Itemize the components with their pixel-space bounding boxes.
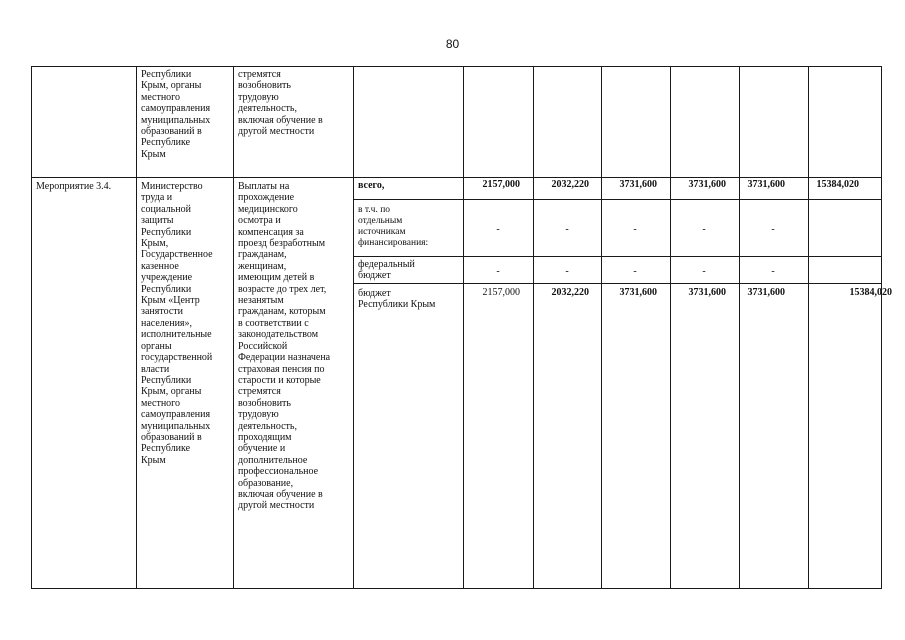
table-border-right [881, 66, 882, 589]
column-divider [463, 66, 464, 589]
regional-value-cell: 3731,600 [747, 287, 785, 298]
funding-source-federal: федеральный бюджет [358, 259, 415, 282]
measure-executor-cell: Министерство труда и социальной защиты Республики Крым, Государственное казенное учреждение Республики Крым «Центр занятости населения», исполнительные органы государственной власти Республики Крым, органы местного самоуправления муниципальных образований в Республике Крым [141, 181, 213, 466]
regional-value-cell: 3731,600 [688, 287, 726, 298]
total-value-cell: 3731,600 [688, 179, 726, 190]
measure-name-cell: Мероприятие 3.4. [36, 181, 112, 192]
total-value-cell: 2157,000 [482, 179, 520, 190]
total-value-cell: 2032,220 [551, 179, 589, 190]
breakdown-dash-cell: - [496, 224, 500, 235]
table-border-bottom [31, 588, 882, 589]
column-divider [353, 66, 354, 589]
federal-dash-cell: - [496, 266, 500, 277]
federal-dash-cell: - [702, 266, 706, 277]
column-divider [670, 66, 671, 589]
continuation-executor-cell: Республики Крым, органы местного самоуправления муниципальных образований в Республике Крым [141, 69, 211, 160]
row-divider [353, 283, 882, 284]
row-divider [353, 199, 882, 200]
regional-value-cell: 15384,020 [849, 287, 892, 298]
federal-dash-cell: - [565, 266, 569, 277]
column-divider [808, 66, 809, 589]
column-divider [233, 66, 234, 589]
column-divider [739, 66, 740, 589]
funding-source-breakdown: в т.ч. по отдельным источникам финансирования: [358, 205, 429, 248]
column-divider [136, 66, 137, 589]
column-divider [601, 66, 602, 589]
regional-value-cell: 2032,220 [551, 287, 589, 298]
breakdown-dash-cell: - [565, 224, 569, 235]
total-value-cell: 3731,600 [619, 179, 657, 190]
total-value-cell: 3731,600 [747, 179, 785, 190]
measure-description-cell: Выплаты на прохождение медицинского осмотра и компенсация за проезд безработным гражданам, женщинам, имеющим детей в возрасте до трех лет, незанятым гражданам, которым в соответствии с законодательством Российской Федерации назначена страховая пенсия по старости и которые стремятся возобновить трудовую деятельность, проходящим обучение и дополнительное профессиональное образование, включая обучение в другой местности [238, 181, 331, 512]
page-number: 80 [445, 37, 460, 51]
federal-dash-cell: - [771, 266, 775, 277]
breakdown-dash-cell: - [771, 224, 775, 235]
row-divider [353, 256, 882, 257]
continuation-description-cell: стремятся возобновить трудовую деятельность, включая обучение в другой местности [238, 69, 323, 138]
regional-value-cell: 2157,000 [482, 287, 520, 298]
total-value-cell: 15384,020 [816, 179, 859, 190]
regional-value-cell: 3731,600 [619, 287, 657, 298]
row-divider [31, 177, 882, 178]
breakdown-dash-cell: - [702, 224, 706, 235]
funding-source-regional: бюджет Республики Крым [358, 288, 436, 311]
table-border-left [31, 66, 32, 589]
column-divider [533, 66, 534, 589]
funding-source-total: всего, [358, 180, 385, 191]
table-border-top [31, 66, 882, 67]
breakdown-dash-cell: - [633, 224, 637, 235]
federal-dash-cell: - [633, 266, 637, 277]
